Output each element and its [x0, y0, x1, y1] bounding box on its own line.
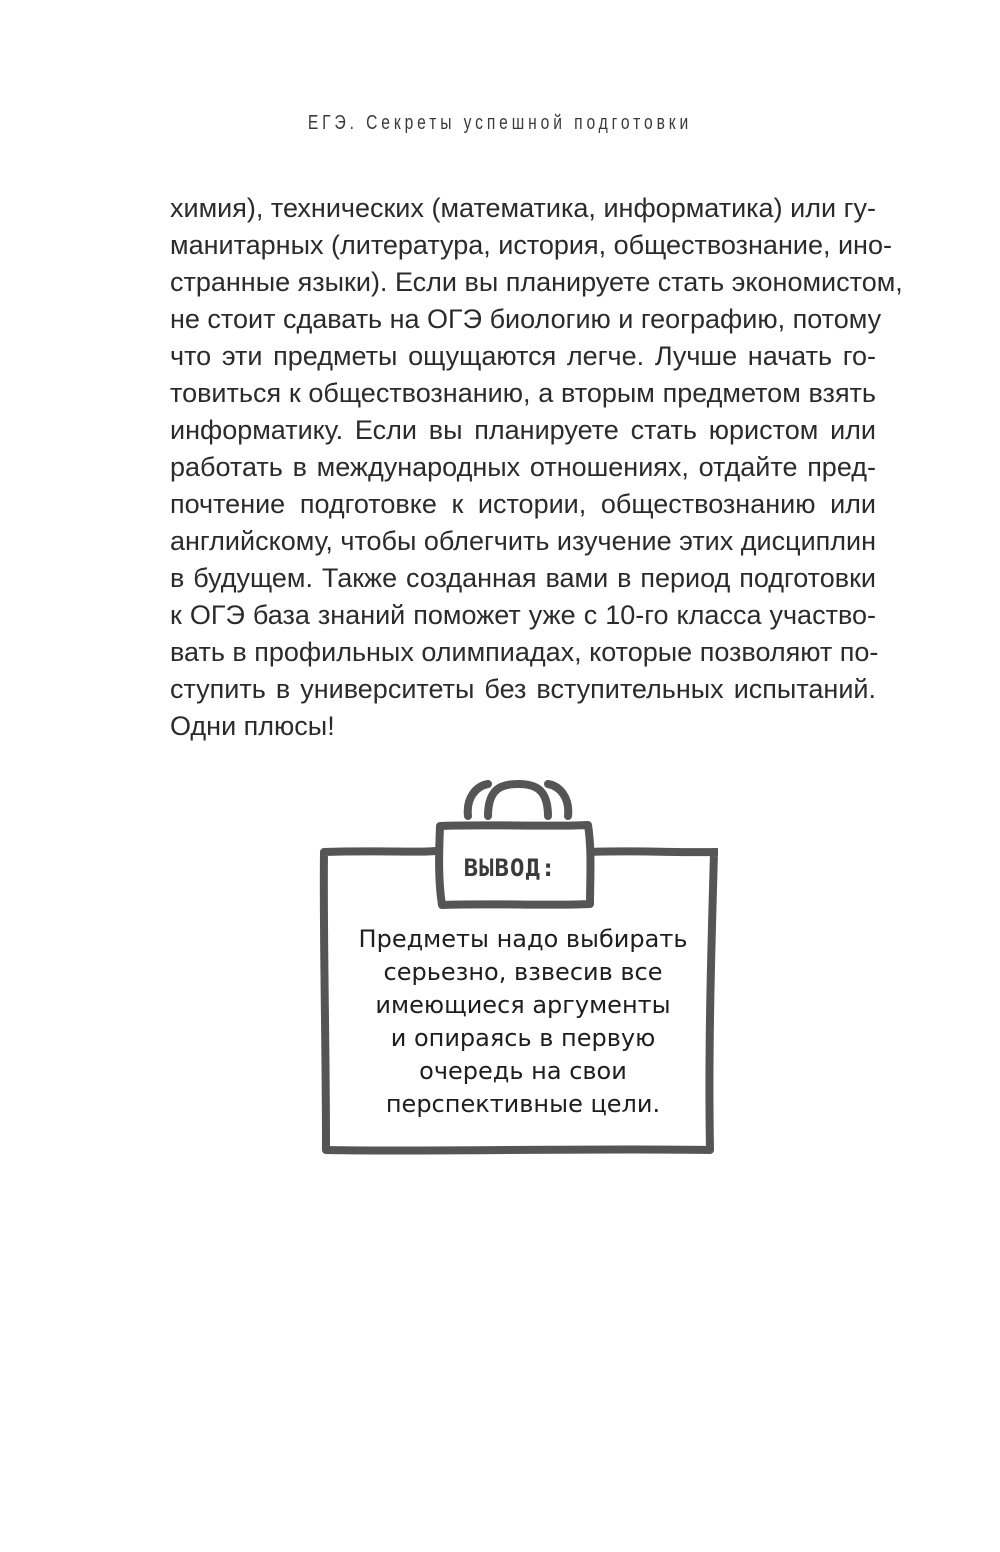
callout-line: и опираясь в первую: [390, 1024, 656, 1052]
body-line: товиться к обществознанию, а вторым предметом взять: [170, 378, 876, 408]
callout-line: очередь на свои: [419, 1057, 627, 1085]
body-line: ступить в университеты без вступительных испытаний.: [170, 674, 876, 704]
body-line: к ОГЭ база знаний поможет уже с 10-го класса участво-: [170, 600, 876, 630]
body-line: странные языки). Если вы планируете стать экономистом,: [170, 267, 903, 297]
callout-line: Предметы надо выбирать: [358, 925, 688, 953]
callout-label: ВЫВОД:: [463, 854, 557, 882]
callout-line: перспективные цели.: [385, 1090, 661, 1118]
body-line: что эти предметы ощущаются легче. Лучше начать го-: [170, 341, 876, 371]
body-line: вать в профильных олимпиадах, которые позволяют по-: [170, 637, 879, 667]
body-line: химия), технических (математика, информатика) или гу-: [170, 193, 876, 223]
body-line: английскому, чтобы облегчить изучение этих дисциплин: [170, 526, 877, 556]
body-line: работать в международных отношениях, отдайте пред-: [170, 452, 876, 482]
callout-text: [338, 923, 708, 1121]
body-line: информатику. Если вы планируете стать юристом или: [170, 415, 876, 445]
conclusion-callout: [318, 780, 718, 1160]
running-head: ЕГЭ. Секреты успешной подготовки: [307, 112, 693, 134]
body-text: [170, 190, 903, 745]
body-line: не стоит сдавать на ОГЭ биологию и географию, потому: [170, 304, 882, 334]
body-line: манитарных (литература, история, обществознание, ино-: [170, 230, 892, 260]
callout-line: серьезно, взвесив все: [383, 958, 663, 986]
body-line: в будущем. Также созданная вами в период подготовки: [170, 563, 876, 593]
body-line: Одни плюсы!: [170, 711, 335, 741]
body-line: почтение подготовке к истории, обществознанию или: [170, 489, 876, 519]
clip-handle-icon: [468, 784, 569, 816]
callout-line: имеющиеся аргументы: [375, 991, 671, 1019]
